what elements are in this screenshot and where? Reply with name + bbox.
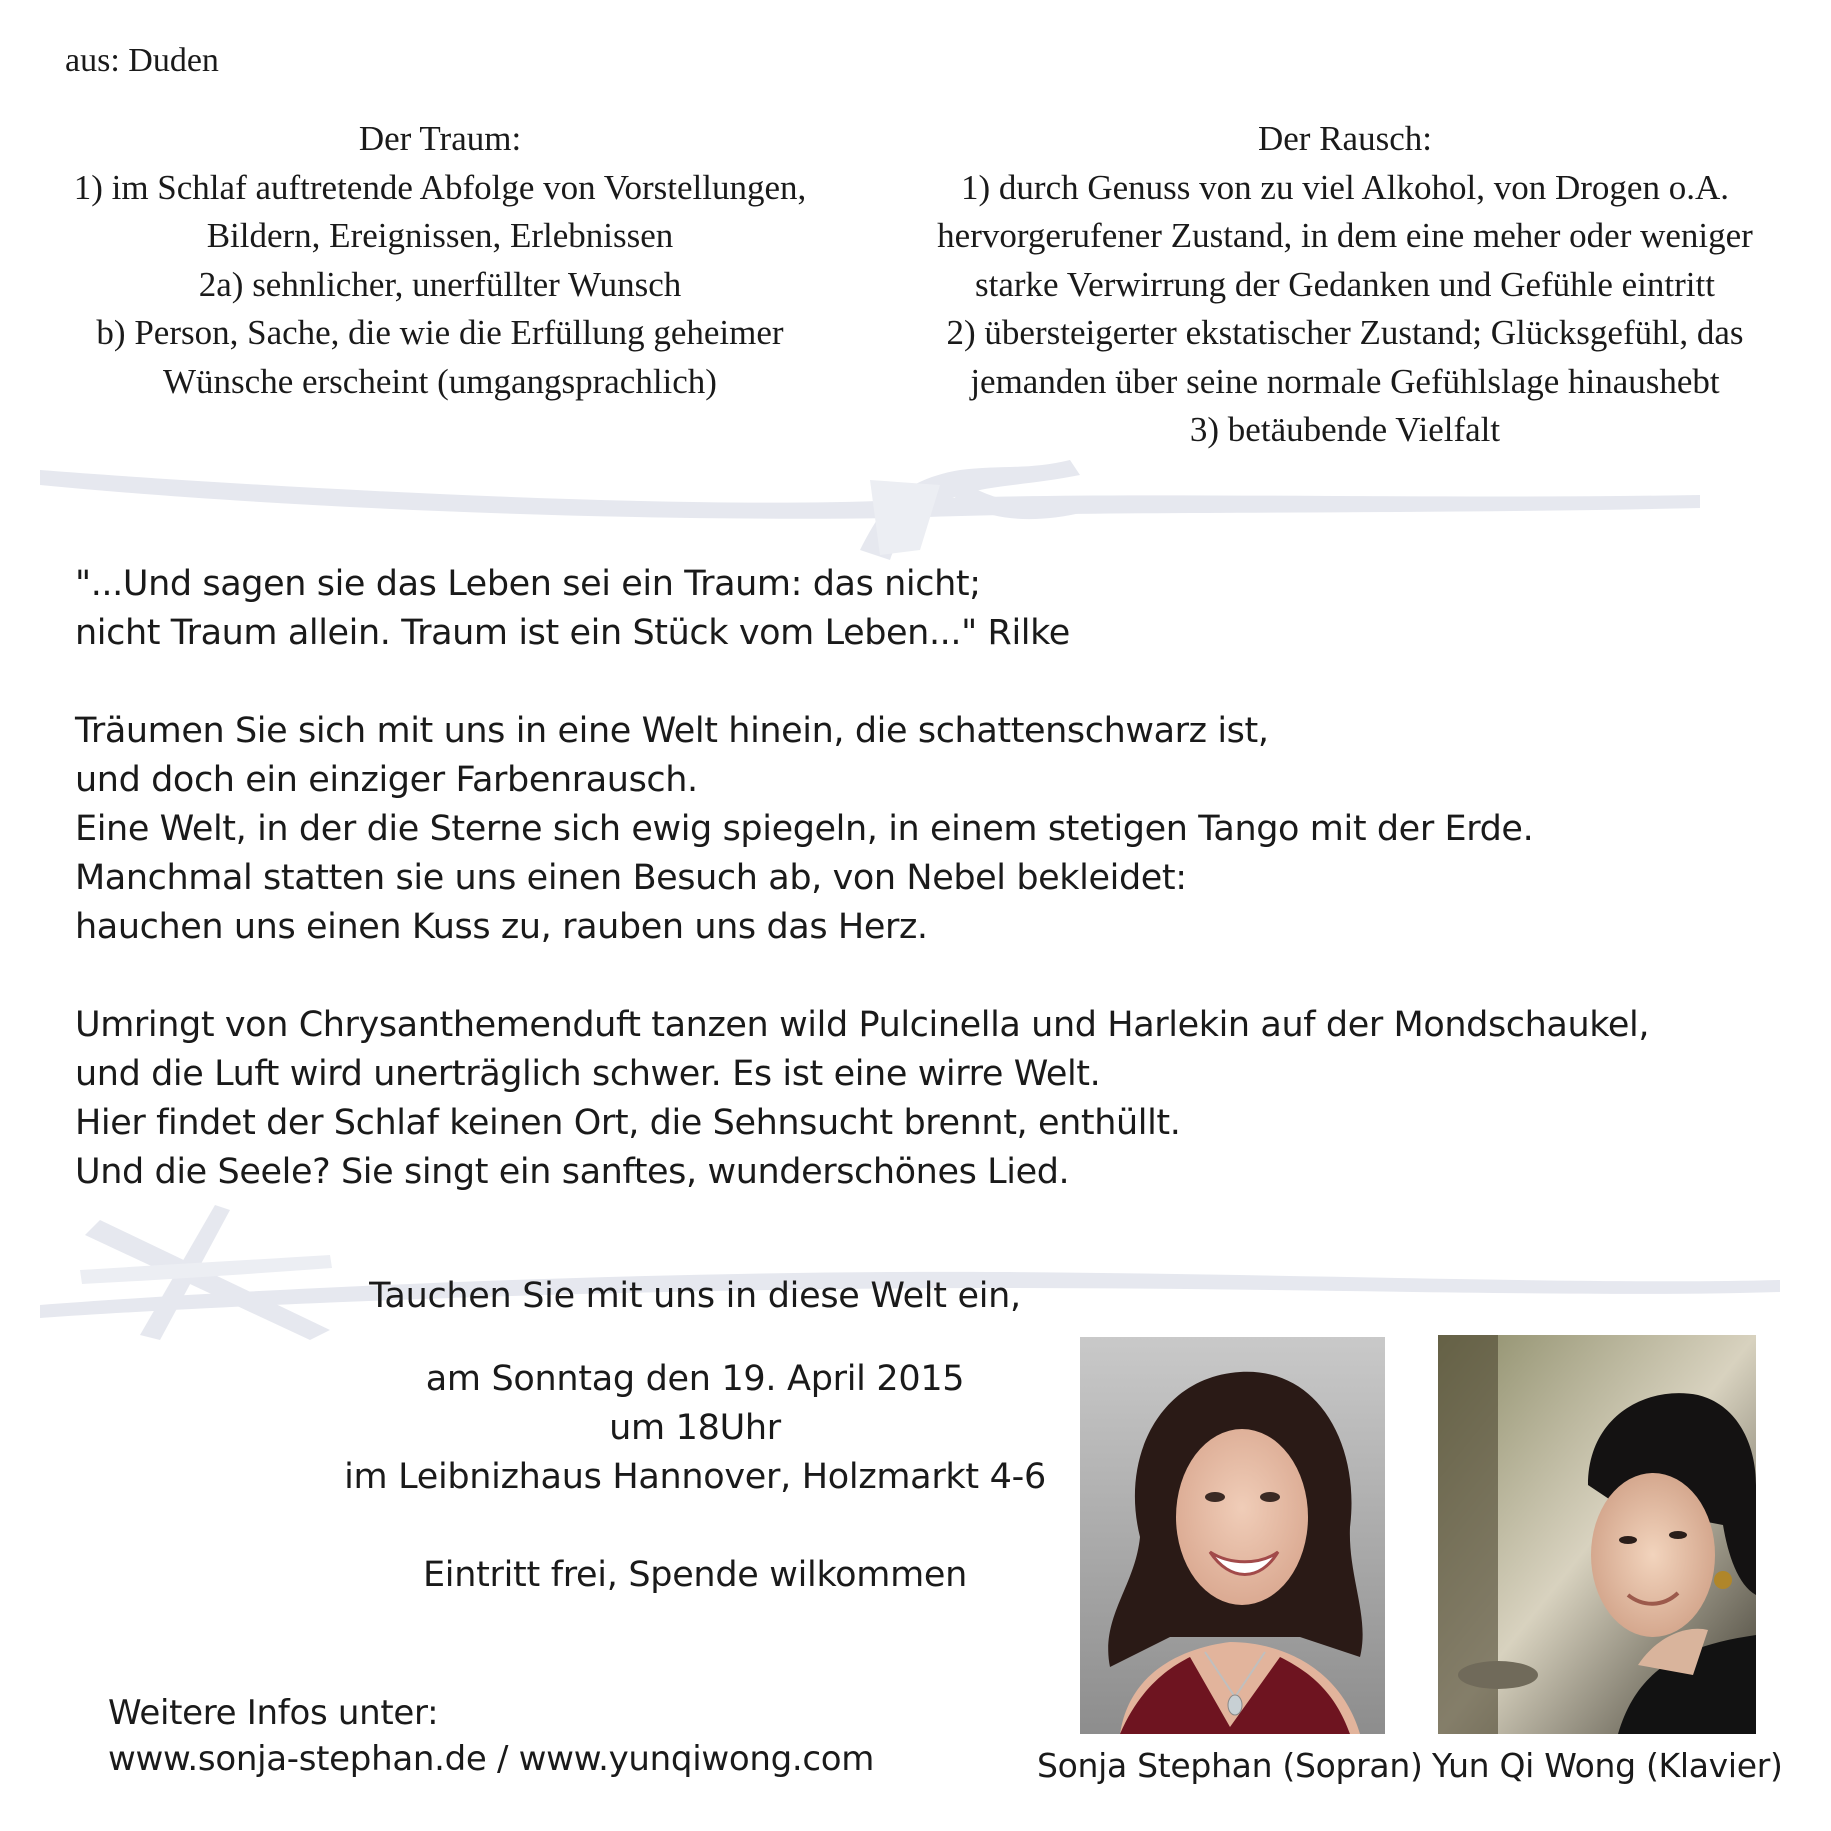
text-line: "...Und sagen sie das Leben sei ein Traum: das nicht;: [75, 564, 981, 604]
website-links[interactable]: www.sonja-stephan.de / www.yunqiwong.com: [108, 1739, 875, 1779]
definition-traum: [20, 115, 860, 406]
event-time: um 18Uhr: [609, 1408, 781, 1448]
text-line: nicht Traum allein. Traum ist ein Stück vom Leben..." Rilke: [75, 613, 1070, 653]
text-line: hauchen uns einen Kuss zu, rauben uns das Herz.: [75, 907, 928, 947]
definition-line: jemanden über seine normale Gefühlslage hinaushebt: [970, 361, 1720, 401]
text-line: Hier findet der Schlaf keinen Ort, die Sehnsucht brennt, enthüllt.: [75, 1103, 1181, 1143]
definition-heading: Der Rausch:: [1258, 119, 1432, 158]
text-line: Umringt von Chrysanthemenduft tanzen wild Pulcinella und Harlekin auf der Mondschaukel,: [75, 1005, 1650, 1045]
portrait-photo-sonja: [1080, 1337, 1385, 1734]
admission-note: Eintritt frei, Spende wilkommen: [422, 1555, 968, 1595]
definition-line: Bildern, Ereignissen, Erlebnissen: [206, 216, 674, 255]
event-venue: im Leibnizhaus Hannover, Holzmarkt 4-6: [344, 1457, 1046, 1497]
invitation: [330, 1272, 1060, 1600]
definition-line: Wünsche erscheint (umgangsprachlich): [163, 361, 717, 401]
source-note: aus: Duden: [65, 42, 219, 79]
invitation-intro: Tauchen Sie mit uns in diese Welt ein,: [369, 1276, 1021, 1316]
definition-heading: Der Traum:: [358, 119, 522, 158]
definition-line: b) Person, Sache, die wie die Erfüllung geheimer: [96, 313, 784, 352]
portrait-image: [1438, 1335, 1756, 1734]
more-info: [108, 1690, 874, 1782]
definition-line: 2) übersteigerter ekstatischer Zustand; Glücksgefühl, das: [946, 313, 1744, 352]
more-info-label: Weitere Infos unter:: [108, 1693, 439, 1733]
definition-line: 2a) sehnlicher, unerfüllter Wunsch: [198, 264, 682, 304]
definition-line: hervorgerufener Zustand, in dem eine meher oder weniger: [937, 216, 1753, 255]
text-line: und doch ein einziger Farbenrausch.: [75, 760, 698, 800]
definition-line: 1) durch Genuss von zu viel Alkohol, von Drogen o.A.: [961, 167, 1729, 207]
caption-sonja: Sonja Stephan (Sopran): [1037, 1746, 1423, 1785]
text-line: Träumen Sie sich mit uns in eine Welt hinein, die schattenschwarz ist,: [75, 711, 1269, 751]
event-date: am Sonntag den 19. April 2015: [425, 1359, 965, 1399]
portrait-image: [1080, 1337, 1385, 1734]
epigraph: [75, 560, 1649, 658]
caption-yun: Yun Qi Wong (Klavier): [1432, 1746, 1783, 1785]
quote-section: [75, 560, 1649, 1246]
definition-rausch: [880, 115, 1810, 455]
text-line: Und die Seele? Sie singt ein sanftes, wunderschönes Lied.: [75, 1152, 1070, 1192]
definition-line: 3) betäubende Vielfalt: [1189, 410, 1501, 449]
portrait-photo-yun: [1438, 1335, 1756, 1734]
definition-line: starke Verwirrung der Gedanken und Gefühle eintritt: [975, 264, 1715, 304]
text-line: Manchmal statten sie uns einen Besuch ab, von Nebel bekleidet:: [75, 858, 1187, 898]
text-line: und die Luft wird unerträglich schwer. Es ist eine wirre Welt.: [75, 1054, 1101, 1094]
paragraph: [75, 707, 1649, 952]
text-line: Eine Welt, in der die Sterne sich ewig spiegeln, in einem stetigen Tango mit der Erde.: [75, 809, 1534, 849]
paragraph: [75, 1001, 1649, 1197]
definition-line: 1) im Schlaf auftretende Abfolge von Vorstellungen,: [73, 167, 807, 207]
